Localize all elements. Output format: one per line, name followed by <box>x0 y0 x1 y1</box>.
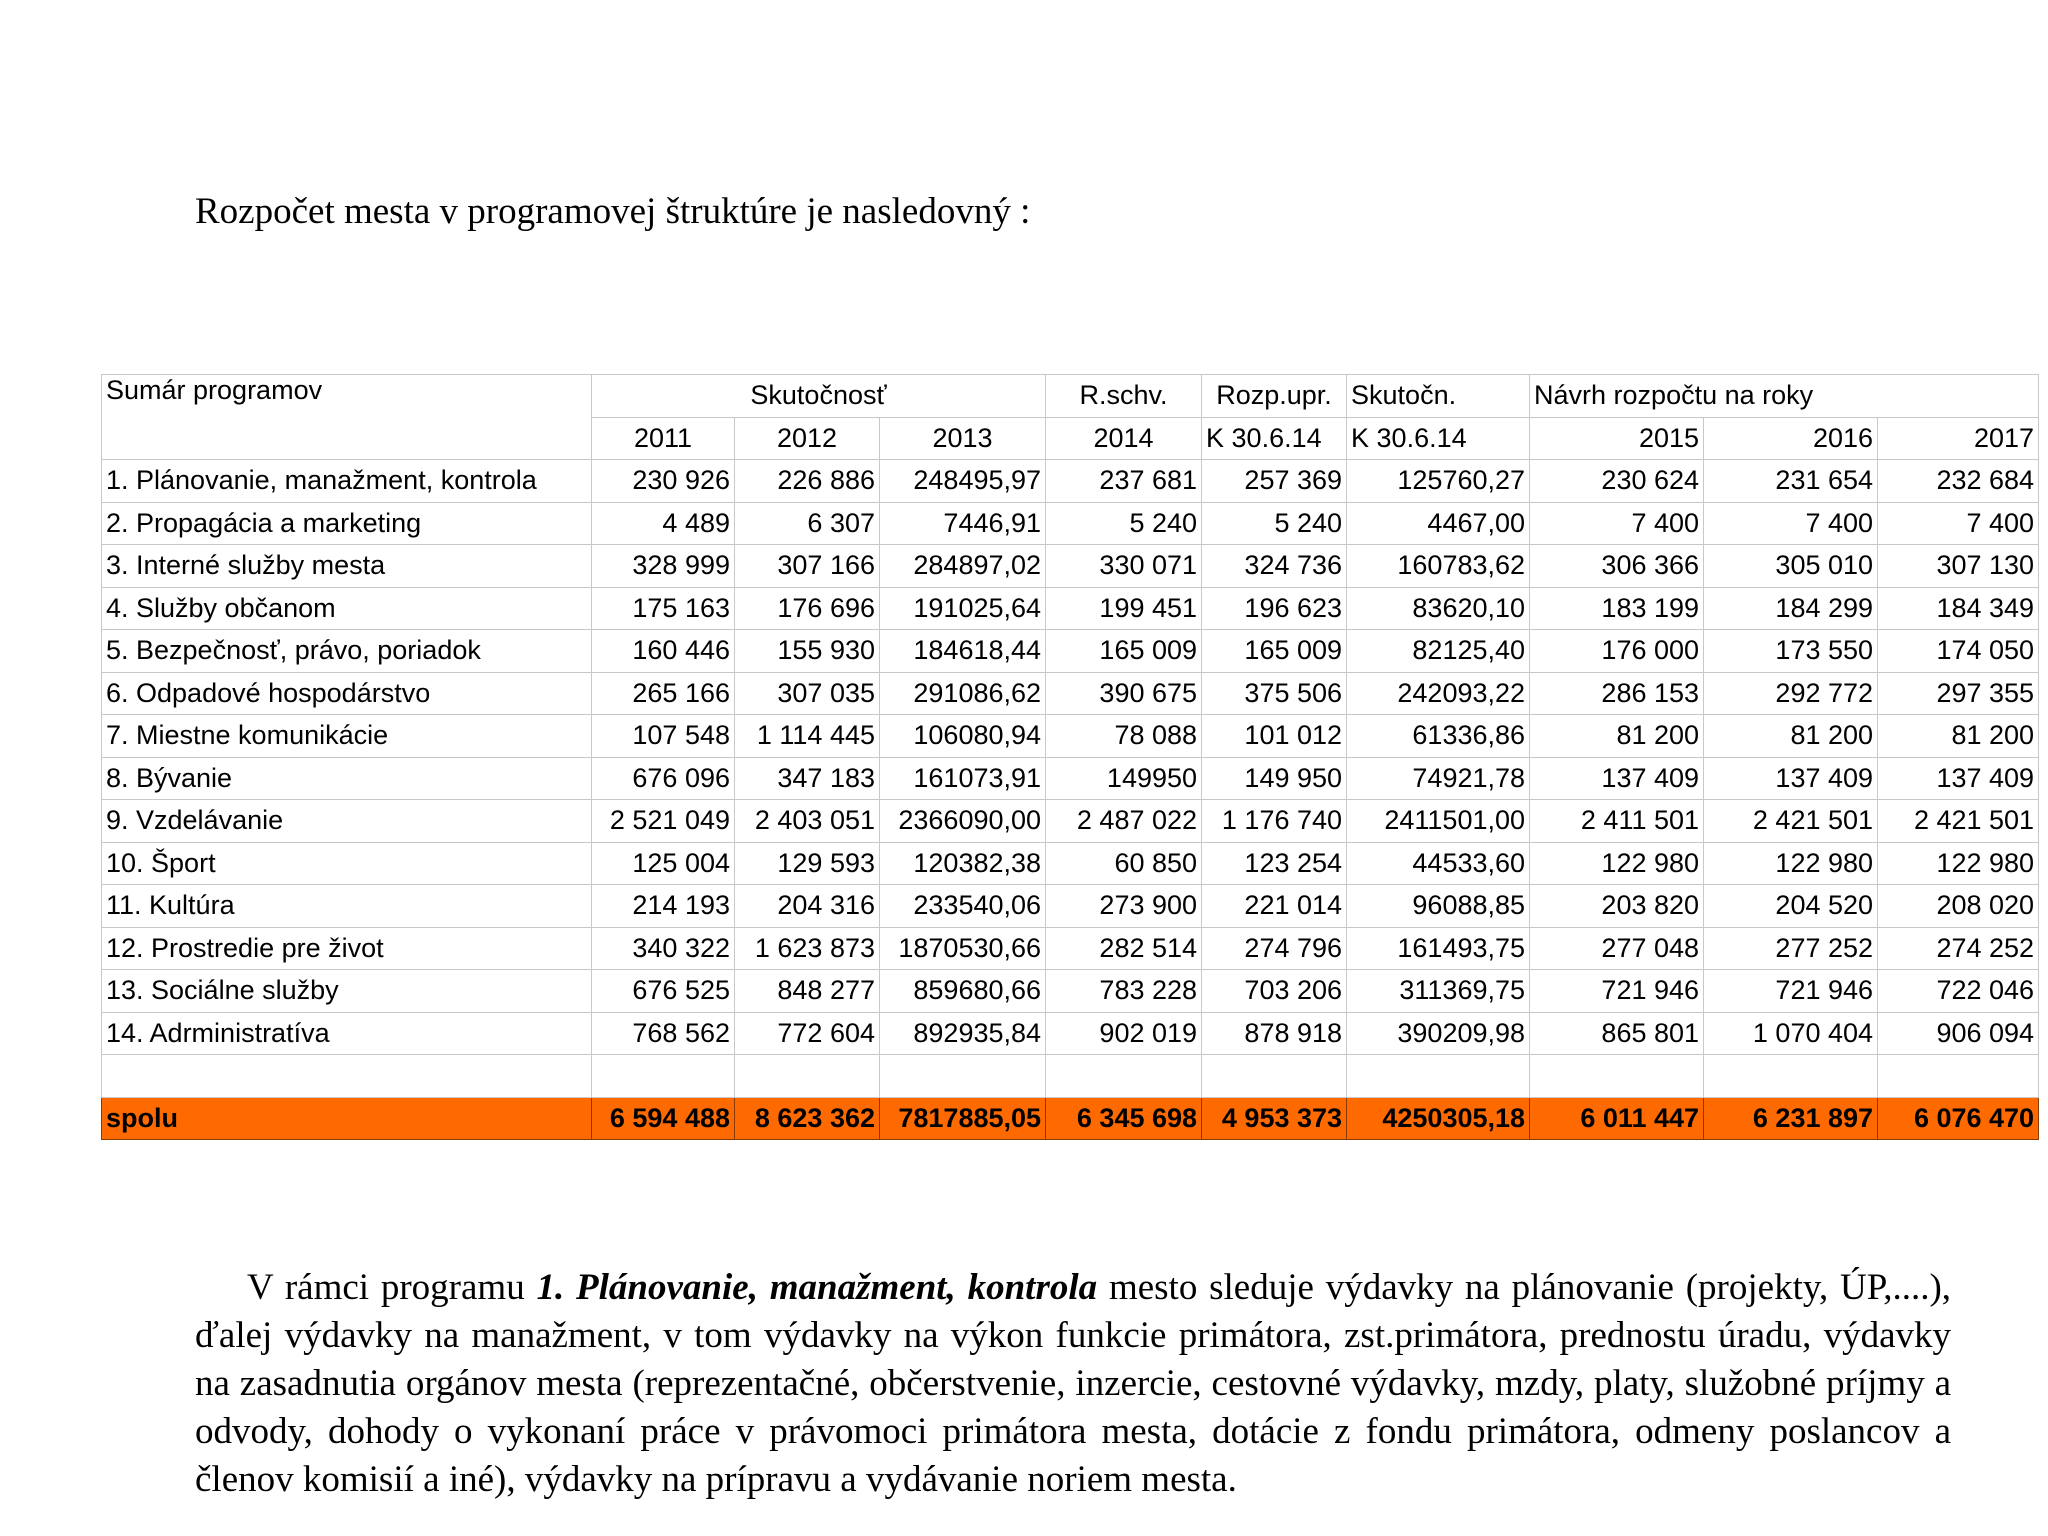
program-label: 8. Bývanie <box>102 757 592 800</box>
value-cell: 155 930 <box>735 630 880 673</box>
value-cell: 101 012 <box>1202 715 1347 758</box>
program-label: 1. Plánovanie, manažment, kontrola <box>102 460 592 503</box>
value-cell: 286 153 <box>1530 672 1704 715</box>
value-cell: 307 035 <box>735 672 880 715</box>
value-cell: 74921,78 <box>1347 757 1530 800</box>
value-cell: 902 019 <box>1046 1012 1202 1055</box>
value-cell: 306 366 <box>1530 545 1704 588</box>
value-cell: 783 228 <box>1046 970 1202 1013</box>
value-cell: 184 349 <box>1878 587 2039 630</box>
program-label: 4. Služby občanom <box>102 587 592 630</box>
header-actual: Skutočnosť <box>592 375 1046 418</box>
value-cell: 892935,84 <box>880 1012 1046 1055</box>
program-description-paragraph <box>195 1264 1951 1504</box>
empty-cell <box>880 1055 1046 1098</box>
value-cell: 78 088 <box>1046 715 1202 758</box>
value-cell: 8 623 362 <box>735 1097 880 1140</box>
table-row <box>102 1012 2039 1055</box>
value-cell: 122 980 <box>1878 842 2039 885</box>
value-cell: 324 736 <box>1202 545 1347 588</box>
header-period: 2015 <box>1530 417 1704 460</box>
header-period: 2017 <box>1878 417 2039 460</box>
value-cell: 7 400 <box>1530 502 1704 545</box>
table-row <box>102 630 2039 673</box>
value-cell: 230 926 <box>592 460 735 503</box>
value-cell: 848 277 <box>735 970 880 1013</box>
value-cell: 183 199 <box>1530 587 1704 630</box>
program-label: spolu <box>102 1097 592 1140</box>
value-cell: 96088,85 <box>1347 885 1530 928</box>
value-cell: 274 796 <box>1202 927 1347 970</box>
value-cell: 174 050 <box>1878 630 2039 673</box>
value-cell: 248495,97 <box>880 460 1046 503</box>
program-label: 14. Adrministratíva <box>102 1012 592 1055</box>
value-cell: 390 675 <box>1046 672 1202 715</box>
value-cell: 204 520 <box>1704 885 1878 928</box>
value-cell: 865 801 <box>1530 1012 1704 1055</box>
value-cell: 221 014 <box>1202 885 1347 928</box>
value-cell: 722 046 <box>1878 970 2039 1013</box>
paragraph-program-name: 1. Plánovanie, manažment, kontrola <box>536 1267 1098 1308</box>
value-cell: 196 623 <box>1202 587 1347 630</box>
program-label: 9. Vzdelávanie <box>102 800 592 843</box>
value-cell: 120382,38 <box>880 842 1046 885</box>
header-period: K 30.6.14 <box>1202 417 1347 460</box>
value-cell: 204 316 <box>735 885 880 928</box>
empty-cell <box>735 1055 880 1098</box>
value-cell: 237 681 <box>1046 460 1202 503</box>
value-cell: 6 231 897 <box>1704 1097 1878 1140</box>
value-cell: 123 254 <box>1202 842 1347 885</box>
table-row <box>102 502 2039 545</box>
program-label: 11. Kultúra <box>102 885 592 928</box>
table-row <box>102 970 2039 1013</box>
value-cell: 149950 <box>1046 757 1202 800</box>
value-cell: 60 850 <box>1046 842 1202 885</box>
value-cell: 230 624 <box>1530 460 1704 503</box>
value-cell: 233540,06 <box>880 885 1046 928</box>
value-cell: 81 200 <box>1878 715 2039 758</box>
header-period: 2012 <box>735 417 880 460</box>
total-row <box>102 1097 2039 1140</box>
empty-cell <box>1704 1055 1878 1098</box>
value-cell: 129 593 <box>735 842 880 885</box>
header-row-1 <box>102 375 2039 418</box>
header-adjusted: Rozp.upr. <box>1202 375 1347 418</box>
value-cell: 768 562 <box>592 1012 735 1055</box>
table-row <box>102 800 2039 843</box>
value-cell: 7817885,05 <box>880 1097 1046 1140</box>
header-actual-ytd: Skutočn. <box>1347 375 1530 418</box>
value-cell: 7 400 <box>1704 502 1878 545</box>
value-cell: 165 009 <box>1046 630 1202 673</box>
value-cell: 137 409 <box>1704 757 1878 800</box>
table-row <box>102 757 2039 800</box>
value-cell: 122 980 <box>1704 842 1878 885</box>
empty-cell <box>1202 1055 1347 1098</box>
value-cell: 274 252 <box>1878 927 2039 970</box>
value-cell: 284897,02 <box>880 545 1046 588</box>
value-cell: 176 696 <box>735 587 880 630</box>
value-cell: 375 506 <box>1202 672 1347 715</box>
table-row <box>102 927 2039 970</box>
value-cell: 721 946 <box>1530 970 1704 1013</box>
table-row <box>102 842 2039 885</box>
empty-cell <box>592 1055 735 1098</box>
value-cell: 232 684 <box>1878 460 2039 503</box>
value-cell: 125 004 <box>592 842 735 885</box>
value-cell: 878 918 <box>1202 1012 1347 1055</box>
value-cell: 297 355 <box>1878 672 2039 715</box>
value-cell: 305 010 <box>1704 545 1878 588</box>
value-cell: 4 489 <box>592 502 735 545</box>
value-cell: 6 076 470 <box>1878 1097 2039 1140</box>
value-cell: 61336,86 <box>1347 715 1530 758</box>
value-cell: 160 446 <box>592 630 735 673</box>
program-label: 6. Odpadové hospodárstvo <box>102 672 592 715</box>
value-cell: 4250305,18 <box>1347 1097 1530 1140</box>
value-cell: 184618,44 <box>880 630 1046 673</box>
value-cell: 311369,75 <box>1347 970 1530 1013</box>
value-cell: 265 166 <box>592 672 735 715</box>
header-program-summary: Sumár programov <box>102 375 592 460</box>
empty-cell <box>1347 1055 1530 1098</box>
paragraph-lead: V rámci programu <box>247 1267 525 1308</box>
value-cell: 137 409 <box>1530 757 1704 800</box>
value-cell: 307 130 <box>1878 545 2039 588</box>
header-period: 2016 <box>1704 417 1878 460</box>
spacer-row <box>102 1055 2039 1098</box>
empty-cell <box>102 1055 592 1098</box>
value-cell: 257 369 <box>1202 460 1347 503</box>
value-cell: 390209,98 <box>1347 1012 1530 1055</box>
value-cell: 2366090,00 <box>880 800 1046 843</box>
value-cell: 2 421 501 <box>1704 800 1878 843</box>
value-cell: 2 487 022 <box>1046 800 1202 843</box>
intro-text: Rozpočet mesta v programovej štruktúre je nasledovný : <box>195 191 1031 232</box>
value-cell: 81 200 <box>1530 715 1704 758</box>
value-cell: 5 240 <box>1046 502 1202 545</box>
value-cell: 165 009 <box>1202 630 1347 673</box>
value-cell: 906 094 <box>1878 1012 2039 1055</box>
table-row <box>102 672 2039 715</box>
value-cell: 137 409 <box>1878 757 2039 800</box>
value-cell: 703 206 <box>1202 970 1347 1013</box>
value-cell: 1 070 404 <box>1704 1012 1878 1055</box>
value-cell: 82125,40 <box>1347 630 1530 673</box>
empty-cell <box>1530 1055 1704 1098</box>
table-row <box>102 885 2039 928</box>
value-cell: 1 176 740 <box>1202 800 1347 843</box>
header-proposal: Návrh rozpočtu na roky <box>1530 375 2039 418</box>
empty-cell <box>1878 1055 2039 1098</box>
header-period: 2011 <box>592 417 735 460</box>
value-cell: 122 980 <box>1530 842 1704 885</box>
header-approved: R.schv. <box>1046 375 1202 418</box>
value-cell: 859680,66 <box>880 970 1046 1013</box>
value-cell: 772 604 <box>735 1012 880 1055</box>
table-row <box>102 545 2039 588</box>
value-cell: 6 011 447 <box>1530 1097 1704 1140</box>
value-cell: 273 900 <box>1046 885 1202 928</box>
value-cell: 203 820 <box>1530 885 1704 928</box>
value-cell: 160783,62 <box>1347 545 1530 588</box>
value-cell: 2 521 049 <box>592 800 735 843</box>
value-cell: 328 999 <box>592 545 735 588</box>
value-cell: 106080,94 <box>880 715 1046 758</box>
value-cell: 307 166 <box>735 545 880 588</box>
value-cell: 5 240 <box>1202 502 1347 545</box>
table-row <box>102 715 2039 758</box>
value-cell: 1 114 445 <box>735 715 880 758</box>
program-label: 3. Interné služby mesta <box>102 545 592 588</box>
value-cell: 176 000 <box>1530 630 1704 673</box>
value-cell: 242093,22 <box>1347 672 1530 715</box>
program-label: 5. Bezpečnosť, právo, poriadok <box>102 630 592 673</box>
header-period: K 30.6.14 <box>1347 417 1530 460</box>
value-cell: 81 200 <box>1704 715 1878 758</box>
value-cell: 2 403 051 <box>735 800 880 843</box>
program-label: 2. Propagácia a marketing <box>102 502 592 545</box>
value-cell: 676 525 <box>592 970 735 1013</box>
value-cell: 214 193 <box>592 885 735 928</box>
program-label: 12. Prostredie pre život <box>102 927 592 970</box>
program-label: 7. Miestne komunikácie <box>102 715 592 758</box>
header-period: 2013 <box>880 417 1046 460</box>
table-row <box>102 460 2039 503</box>
value-cell: 1870530,66 <box>880 927 1046 970</box>
value-cell: 125760,27 <box>1347 460 1530 503</box>
value-cell: 277 252 <box>1704 927 1878 970</box>
value-cell: 184 299 <box>1704 587 1878 630</box>
program-label: 10. Šport <box>102 842 592 885</box>
value-cell: 2 421 501 <box>1878 800 2039 843</box>
value-cell: 175 163 <box>592 587 735 630</box>
value-cell: 1 623 873 <box>735 927 880 970</box>
value-cell: 191025,64 <box>880 587 1046 630</box>
value-cell: 107 548 <box>592 715 735 758</box>
value-cell: 161073,91 <box>880 757 1046 800</box>
value-cell: 4 953 373 <box>1202 1097 1347 1140</box>
header-period: 2014 <box>1046 417 1202 460</box>
value-cell: 282 514 <box>1046 927 1202 970</box>
value-cell: 7446,91 <box>880 502 1046 545</box>
value-cell: 291086,62 <box>880 672 1046 715</box>
value-cell: 199 451 <box>1046 587 1202 630</box>
value-cell: 4467,00 <box>1347 502 1530 545</box>
value-cell: 292 772 <box>1704 672 1878 715</box>
value-cell: 83620,10 <box>1347 587 1530 630</box>
value-cell: 2 411 501 <box>1530 800 1704 843</box>
value-cell: 330 071 <box>1046 545 1202 588</box>
value-cell: 161493,75 <box>1347 927 1530 970</box>
value-cell: 721 946 <box>1704 970 1878 1013</box>
paragraph-body: mesto sleduje výdavky na plánovanie (projekty, ÚP,....), ďalej výdavky na manažment, v tom výdavky na výkon funkcie primátora, zst.primátora, prednostu úradu, výdavky na zasadnutia orgánov mesta (reprezentačné, občerstvenie, inzercie, cestovné výdavky, mzdy, platy, služobné príjmy a odvody, dohody o vykonaní práce v právomoci primátora mesta, dotácie z fondu primátora, odmeny poslancov a členov komisií a iné), výdavky na prípravu a vydávanie noriem mesta. <box>195 1267 1952 1500</box>
value-cell: 173 550 <box>1704 630 1878 673</box>
value-cell: 7 400 <box>1878 502 2039 545</box>
value-cell: 226 886 <box>735 460 880 503</box>
value-cell: 231 654 <box>1704 460 1878 503</box>
value-cell: 6 594 488 <box>592 1097 735 1140</box>
budget-table <box>101 374 2039 1140</box>
value-cell: 6 307 <box>735 502 880 545</box>
value-cell: 208 020 <box>1878 885 2039 928</box>
value-cell: 44533,60 <box>1347 842 1530 885</box>
table-row <box>102 587 2039 630</box>
value-cell: 347 183 <box>735 757 880 800</box>
value-cell: 277 048 <box>1530 927 1704 970</box>
program-label: 13. Sociálne služby <box>102 970 592 1013</box>
value-cell: 149 950 <box>1202 757 1347 800</box>
value-cell: 340 322 <box>592 927 735 970</box>
empty-cell <box>1046 1055 1202 1098</box>
value-cell: 676 096 <box>592 757 735 800</box>
value-cell: 2411501,00 <box>1347 800 1530 843</box>
value-cell: 6 345 698 <box>1046 1097 1202 1140</box>
